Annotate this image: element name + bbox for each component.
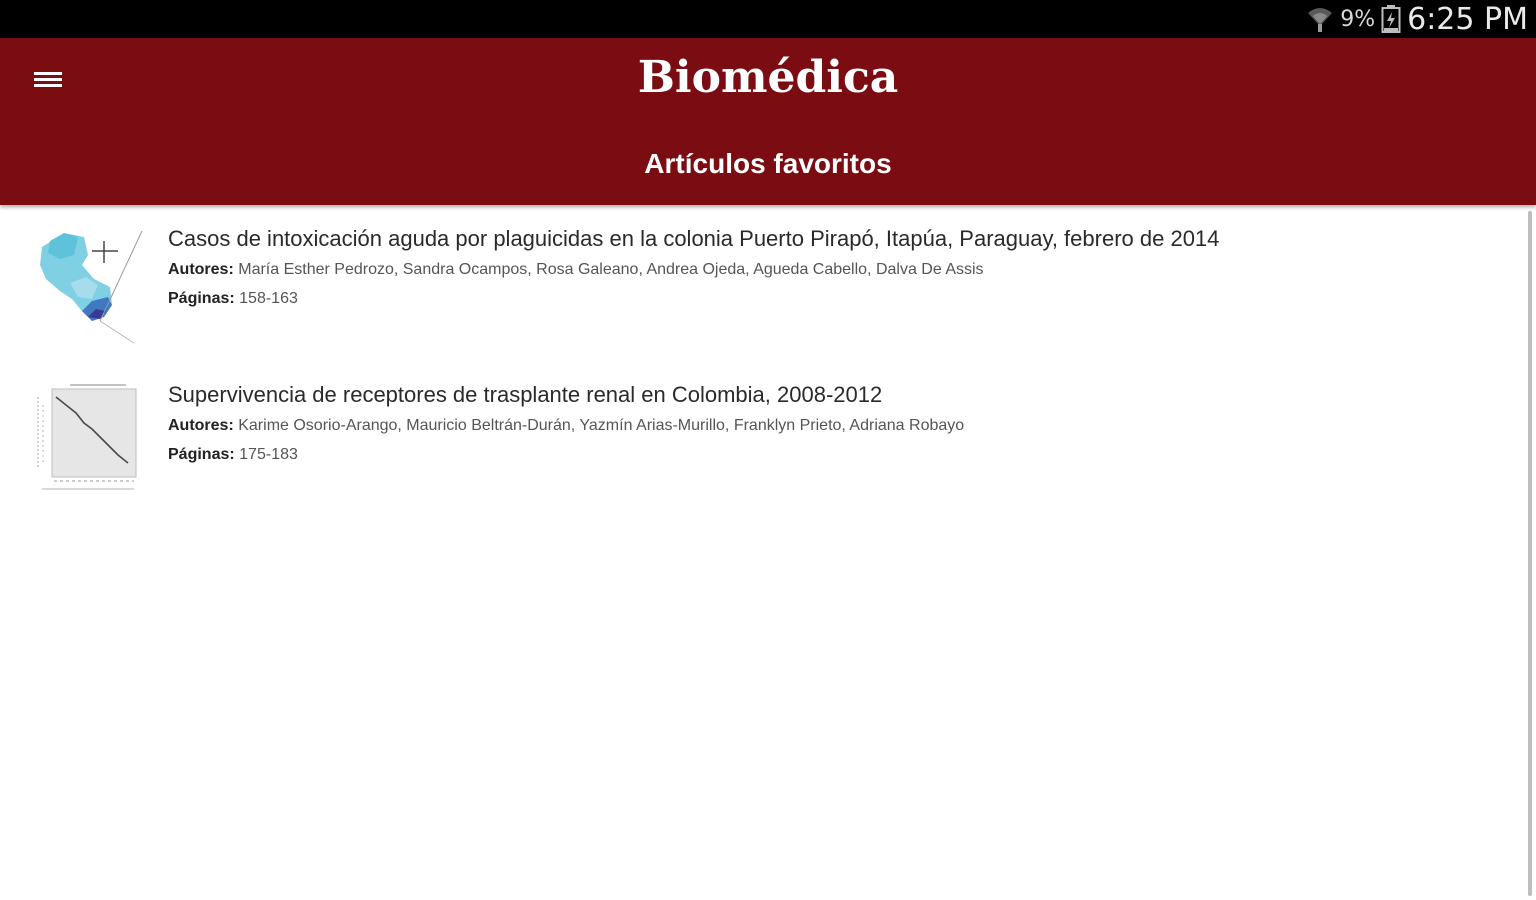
- pages-value: 175-183: [239, 446, 298, 463]
- authors-value: Karime Osorio-Arango, Mauricio Beltrán-Durán, Yazmín Arias-Murillo, Franklyn Prieto, Adriana Robayo: [238, 417, 965, 434]
- article-text: [168, 381, 1268, 465]
- article-pages: [168, 289, 1268, 309]
- battery-percent: 9%: [1340, 6, 1376, 32]
- app-title: Biomédica: [637, 52, 899, 103]
- pages-label: Páginas:: [168, 446, 235, 463]
- article-text: [168, 225, 1268, 309]
- battery-icon: [1381, 4, 1401, 34]
- chart-thumbnail-icon: [30, 381, 146, 501]
- article-list-item[interactable]: [30, 381, 1270, 521]
- article-title[interactable]: Casos de intoxicación aguda por plaguicidas en la colonia Puerto Pirapó, Itapúa, Paraguay, febrero de 2014: [168, 226, 1220, 251]
- clock: 6:25 PM: [1407, 1, 1528, 37]
- map-thumbnail-icon: [30, 225, 146, 345]
- authors-label: Autores:: [168, 261, 234, 278]
- wifi-icon: [1306, 4, 1334, 34]
- pages-label: Páginas:: [168, 290, 235, 307]
- status-bar: [0, 0, 1536, 38]
- authors-value: María Esther Pedrozo, Sandra Ocampos, Rosa Galeano, Andrea Ojeda, Agueda Cabello, Dalva De Assis: [238, 261, 984, 278]
- app-bar: [0, 38, 1536, 205]
- article-thumbnail: [30, 381, 146, 501]
- article-thumbnail: [30, 225, 146, 345]
- article-list-item[interactable]: [30, 225, 1270, 365]
- article-authors: [168, 260, 1268, 280]
- article-title[interactable]: Supervivencia de receptores de trasplante renal en Colombia, 2008-2012: [168, 382, 883, 407]
- status-icons: [1306, 0, 1528, 38]
- article-authors: [168, 416, 1268, 436]
- page-title: Artículos favoritos: [644, 148, 892, 179]
- article-pages: [168, 445, 1268, 465]
- pages-value: 158-163: [239, 290, 298, 307]
- authors-label: Autores:: [168, 417, 234, 434]
- scrollbar[interactable]: [1528, 211, 1532, 896]
- favorites-list[interactable]: [0, 207, 1536, 900]
